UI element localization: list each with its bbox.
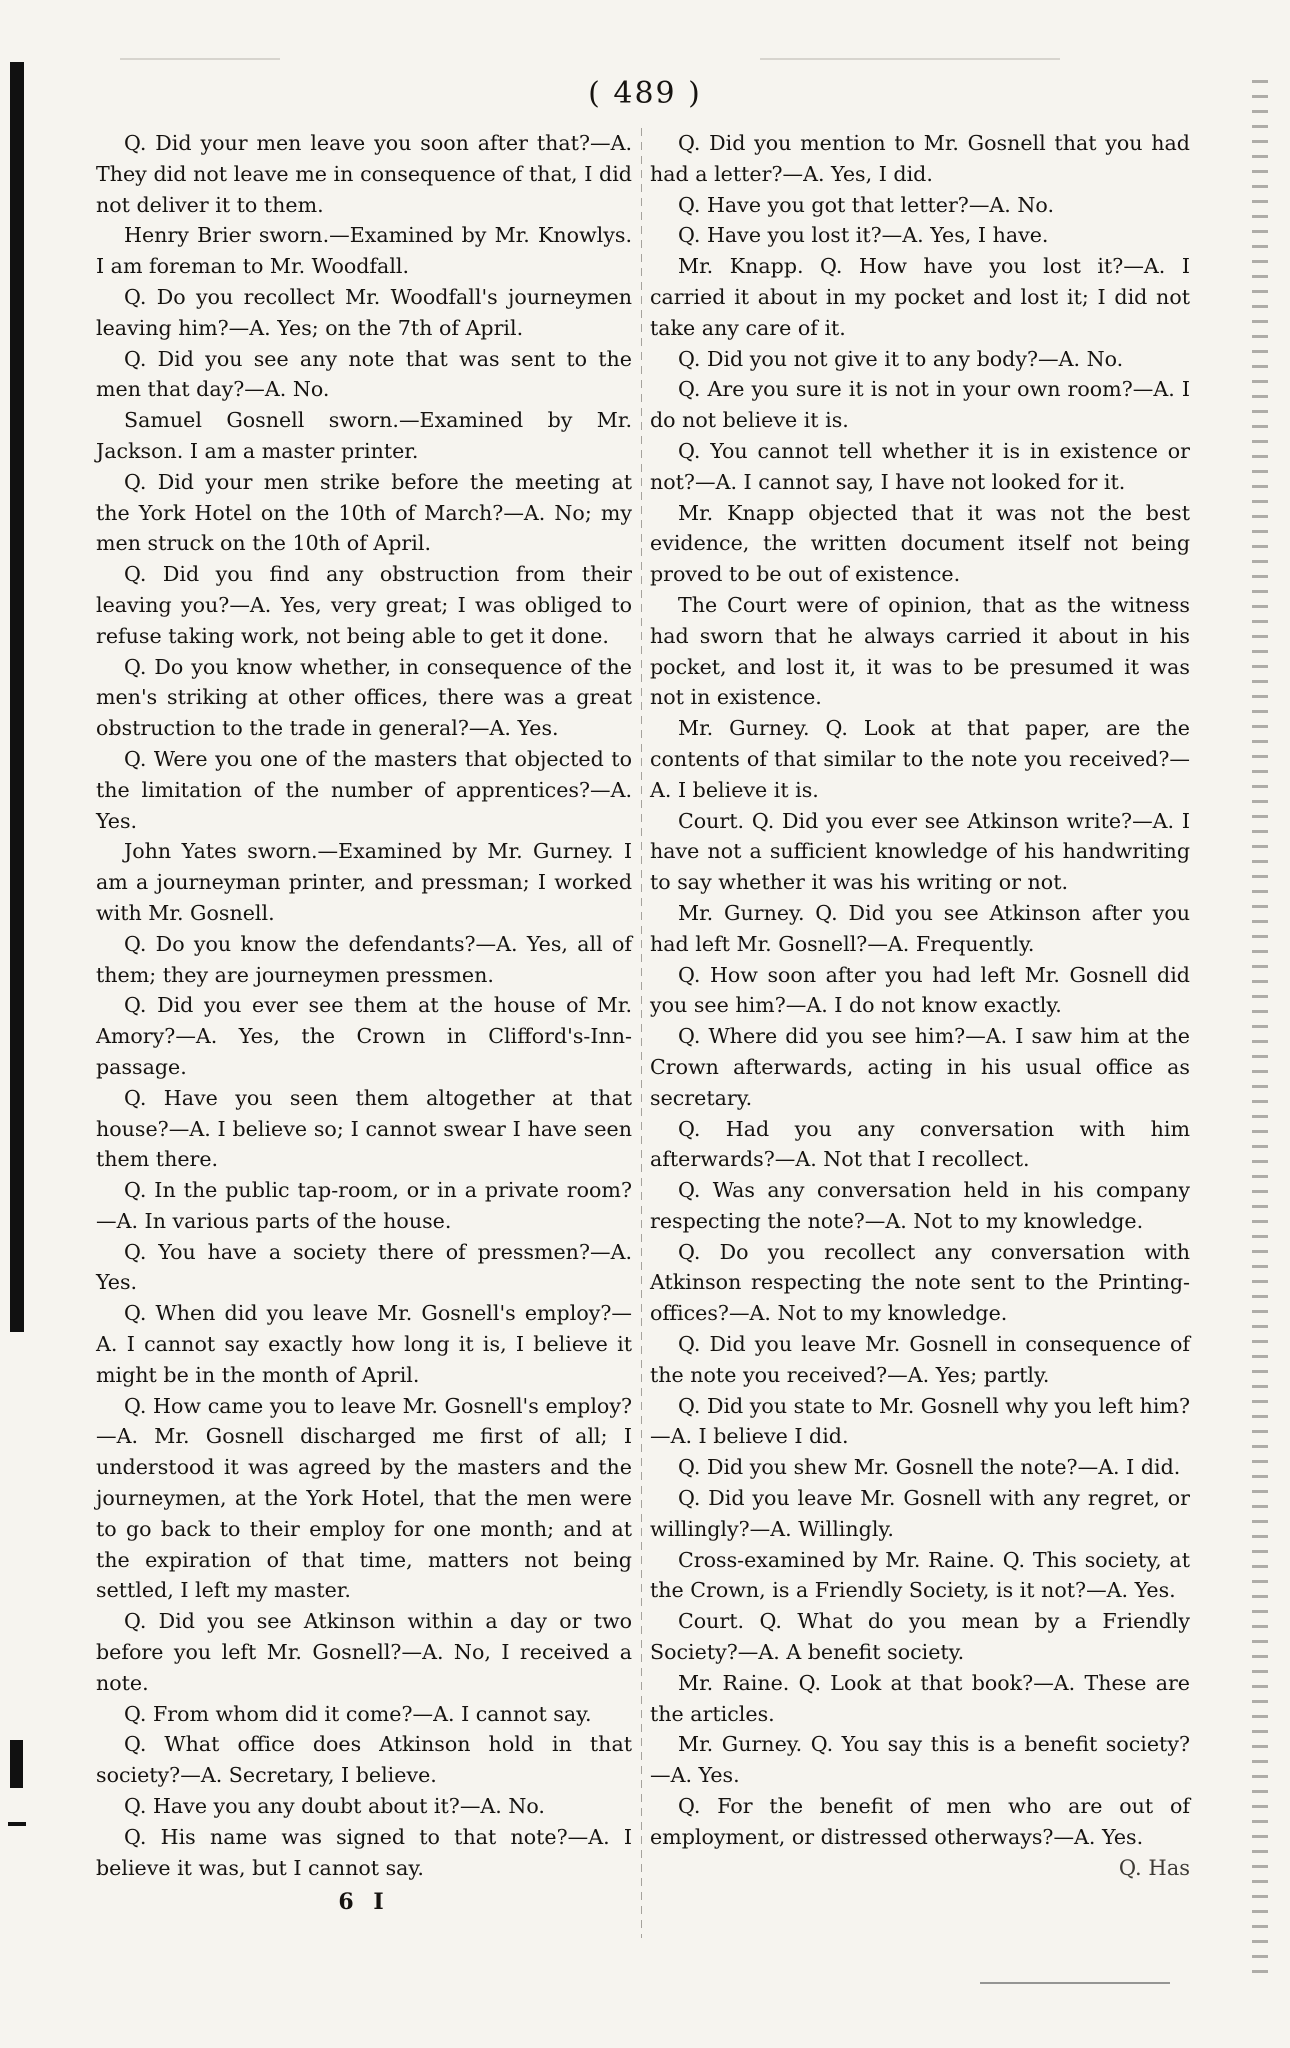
right-column bbox=[650, 128, 1190, 1883]
text-paragraph: Q. When did you leave Mr. Gosnell's employ?—A. I cannot say exactly how long it is, I believe it might be in the month of April. bbox=[96, 1301, 632, 1387]
text-paragraph: Q. Did you leave Mr. Gosnell in consequence of the note you received?—A. Yes; partly. bbox=[650, 1332, 1190, 1387]
text-paragraph: Q. Do you recollect Mr. Woodfall's journeymen leaving him?—A. Yes; on the 7th of April. bbox=[96, 284, 632, 340]
text-paragraph: Q. Had you any conversation with him afterwards?—A. Not that I recollect. bbox=[650, 1116, 1190, 1172]
text-paragraph: Q. Are you sure it is not in your own room?—A. I do not believe it is. bbox=[650, 377, 1190, 433]
column-divider bbox=[641, 128, 642, 1938]
text-paragraph: Q. Did you not give it to any body?—A. No. bbox=[678, 346, 1124, 371]
text-paragraph: Q. Did you find any obstruction from their leaving you?—A. Yes, very great; I was obliged to refuse taking work, not being able to get it done. bbox=[96, 562, 632, 648]
text-paragraph: Q. Did you see Atkinson within a day or two before you left Mr. Gosnell?—A. No, I received a note. bbox=[96, 1609, 632, 1695]
text-paragraph: Mr. Gurney. Q. You say this is a benefit society?—A. Yes. bbox=[650, 1732, 1190, 1788]
text-paragraph: Mr. Knapp. Q. How have you lost it?—A. I carried it about in my pocket and lost it; I did not take any care of it. bbox=[650, 254, 1190, 340]
scan-edge-mark bbox=[1252, 80, 1268, 1980]
text-paragraph: Q. Have you any doubt about it?—A. No. bbox=[124, 1794, 545, 1819]
text-paragraph: Q. Were you one of the masters that objected to the limitation of the number of apprentices?—A. Yes. bbox=[96, 746, 632, 833]
text-paragraph: Q. For the benefit of men who are out of employment, or distressed otherways?—A. Yes. bbox=[650, 1794, 1190, 1849]
text-paragraph: Q. Did you see any note that was sent to the men that day?—A. No. bbox=[96, 346, 632, 402]
text-paragraph: Q. His name was signed to that note?—A. I believe it was, but I cannot say. bbox=[96, 1824, 632, 1880]
text-paragraph: Q. Have you seen them altogether at that house?—A. I believe so; I cannot swear I have seen them there. bbox=[96, 1085, 632, 1172]
text-paragraph: Mr. Knapp objected that it was not the best evidence, the written document itself not being proved to be out of existence. bbox=[650, 500, 1190, 587]
left-column bbox=[96, 128, 632, 1918]
text-paragraph: Court. Q. What do you mean by a Friendly Society?—A. A benefit society. bbox=[650, 1609, 1190, 1665]
scan-edge-mark bbox=[8, 1822, 26, 1826]
text-paragraph: Q. Did you mention to Mr. Gosnell that you had had a letter?—A. Yes, I did. bbox=[650, 131, 1190, 186]
text-paragraph: Q. Where did you see him?—A. I saw him at the Crown afterwards, acting in his usual office as secretary. bbox=[650, 1024, 1190, 1110]
printer-signature: 6 I bbox=[338, 1889, 390, 1916]
text-paragraph: Henry Brier sworn.—Examined by Mr. Knowlys. I am foreman to Mr. Woodfall. bbox=[96, 223, 632, 279]
text-paragraph: The Court were of opinion, that as the witness had sworn that he always carried it about in his pocket, and lost it, it was to be presumed it was not in existence. bbox=[650, 592, 1190, 710]
scan-edge-mark bbox=[10, 1740, 23, 1788]
text-paragraph: Cross-examined by Mr. Raine. Q. This society, at the Crown, is a Friendly Society, is it not?—A. Yes. bbox=[650, 1547, 1190, 1603]
text-paragraph: Mr. Gurney. Q. Look at that paper, are the contents of that similar to the note you received?—A. I believe it is. bbox=[650, 716, 1190, 802]
text-paragraph: Mr. Gurney. Q. Did you see Atkinson after you had left Mr. Gosnell?—A. Frequently. bbox=[650, 900, 1190, 956]
text-paragraph: Q. Do you recollect any conversation with Atkinson respecting the note sent to the Printing-offices?—A. Not to my knowledge. bbox=[650, 1239, 1190, 1326]
text-paragraph: Q. Did you state to Mr. Gosnell why you left him?—A. I believe I did. bbox=[650, 1393, 1190, 1449]
catchword: Q. Has bbox=[1118, 1855, 1190, 1880]
text-paragraph: Q. Did you ever see them at the house of Mr. Amory?—A. Yes, the Crown in Clifford's-Inn-passage. bbox=[96, 993, 632, 1079]
text-paragraph: Q. What office does Atkinson hold in that society?—A. Secretary, I believe. bbox=[96, 1732, 632, 1788]
scan-speck bbox=[760, 58, 1060, 60]
scan-edge-mark bbox=[10, 62, 24, 1332]
text-paragraph: Q. Did you shew Mr. Gosnell the note?—A. I did. bbox=[678, 1455, 1181, 1480]
text-paragraph: Q. Have you got that letter?—A. No. bbox=[678, 192, 1054, 217]
text-paragraph: John Yates sworn.—Examined by Mr. Gurney. I am a journeyman printer, and pressman; I worked with Mr. Gosnell. bbox=[96, 839, 632, 925]
text-paragraph: Court. Q. Did you ever see Atkinson write?—A. I have not a sufficient knowledge of his handwriting to say whether it was his writing or not. bbox=[650, 808, 1190, 895]
text-paragraph: Q. Have you lost it?—A. Yes, I have. bbox=[678, 223, 1049, 248]
text-paragraph: Samuel Gosnell sworn.—Examined by Mr. Jackson. I am a master printer. bbox=[96, 408, 632, 463]
text-paragraph: Q. You cannot tell whether it is in existence or not?—A. I cannot say, I have not looked for it. bbox=[650, 438, 1190, 494]
text-paragraph: Q. Was any conversation held in his company respecting the note?—A. Not to my knowledge. bbox=[650, 1178, 1190, 1233]
text-paragraph: Q. In the public tap-room, or in a private room?—A. In various parts of the house. bbox=[96, 1178, 632, 1233]
text-paragraph: Q. Do you know the defendants?—A. Yes, all of them; they are journeymen pressmen. bbox=[96, 931, 632, 987]
text-paragraph: Q. Do you know whether, in consequence of the men's striking at other offices, there was a great obstruction to the trade in general?—A. Yes. bbox=[96, 654, 632, 741]
text-paragraph: Q. How soon after you had left Mr. Gosnell did you see him?—A. I do not know exactly. bbox=[650, 962, 1190, 1018]
text-paragraph: Q. From whom did it come?—A. I cannot say. bbox=[124, 1701, 592, 1726]
scan-speck bbox=[120, 58, 280, 60]
text-paragraph: Q. Did your men leave you soon after that?—A. They did not leave me in consequence of that, I did not deliver it to them. bbox=[96, 131, 632, 217]
text-paragraph: Q. Did you leave Mr. Gosnell with any regret, or willingly?—A. Willingly. bbox=[650, 1486, 1190, 1541]
page-number: ( 489 ) bbox=[588, 76, 702, 111]
text-paragraph: Q. Did your men strike before the meeting at the York Hotel on the 10th of March?—A. No; my men struck on the 10th of April. bbox=[96, 469, 632, 556]
text-paragraph: Q. You have a society there of pressmen?—A. Yes. bbox=[96, 1239, 632, 1295]
bottom-rule bbox=[980, 1982, 1170, 1984]
text-paragraph: Mr. Raine. Q. Look at that book?—A. These are the articles. bbox=[650, 1670, 1190, 1726]
text-paragraph: Q. How came you to leave Mr. Gosnell's employ?—A. Mr. Gosnell discharged me first of all; I understood it was agreed by the masters and the journeymen, at the York Hotel, that the men were to go back to their employ for one month; and at the expiration of that time, matters not being settled, I left my master. bbox=[96, 1393, 632, 1603]
